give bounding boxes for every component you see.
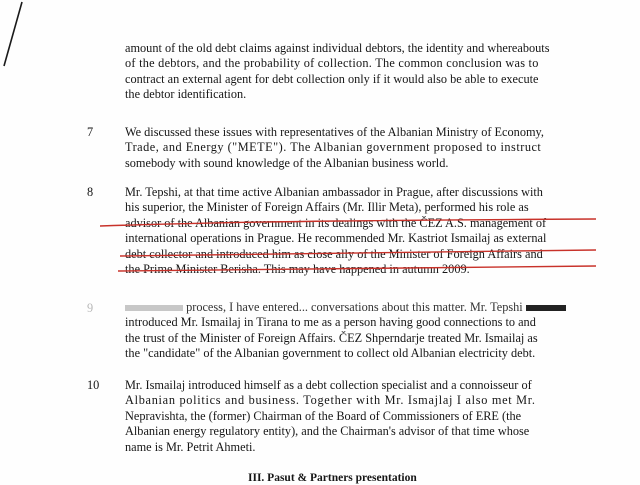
paragraph-line: the trust of the Minister of Foreign Affairs. ČEZ Shperndarje treated Mr. Ismailaj as [125, 330, 538, 345]
paragraph-line: somebody with sound knowledge of the Albanian business world. [125, 155, 449, 170]
section-heading: III. Pasut & Partners presentation [248, 472, 417, 484]
redaction-mark [526, 305, 566, 311]
paragraph-line: Albanian politics and business. Together with Mr. Ismajlaj I also met Mr. [125, 393, 536, 408]
paragraph-line: his superior, the Minister of Foreign Affairs (Mr. Illir Meta), performed his role as [125, 200, 529, 215]
paragraph-9 [125, 300, 590, 362]
paragraph-line: Albanian energy regulatory entity), and the Chairman's advisor of that time whose [125, 424, 530, 439]
paragraph-line: the Prime Minister Berisha. This may have happened in autumn 2009. [125, 262, 470, 277]
paragraph-line: Trade, and Energy ("METE"). The Albanian government proposed to instruct [125, 140, 542, 155]
paragraph-continued [125, 41, 590, 103]
obscured-text: process, I have entered... conversations about this matter. Mr. Tepshi [186, 300, 523, 314]
paragraph-line: Nepravishta, the (former) Chairman of the Board of Commissioners of ERE (the [125, 408, 522, 423]
paragraph-line: the debtor identification. [125, 87, 247, 102]
paragraph-line: international operations in Prague. He recommended Mr. Kastriot Ismailaj as external [125, 231, 547, 246]
paragraph-line: introduced Mr. Ismailaj in Tirana to me as a person having good connections to and [125, 315, 536, 330]
paragraph-number: 10 [87, 378, 100, 392]
paragraph-line [125, 300, 590, 315]
paragraph-number: 9 [87, 301, 94, 315]
paragraph-line: debt collector and introduced him as close ally of the Minister of Foreign Affairs and [125, 246, 543, 261]
paragraph-7 [125, 125, 590, 171]
paragraph-number: 8 [87, 185, 94, 199]
paragraph-8 [125, 185, 590, 277]
paragraph-number: 7 [87, 125, 94, 139]
paragraph-line: of the debtors, and the probability of collection. The common conclusion was to [125, 56, 539, 71]
paragraph-line: advisor of the Albanian government in its dealings with the ČEZ A.S. management of [125, 215, 547, 230]
paragraph-line: We discussed these issues with representatives of the Albanian Ministry of Economy, [125, 125, 544, 139]
paragraph-10 [125, 378, 590, 455]
paragraph-line: Mr. Ismailaj introduced himself as a debt collection specialist and a connoisseur of [125, 378, 532, 392]
paragraph-line: amount of the old debt claims against individual debtors, the identity and whereabouts [125, 41, 550, 55]
paragraph-line: the "candidate" of the Albanian government to collect old Albanian electricity debt. [125, 346, 536, 361]
paragraph-line: contract an external agent for debt collection only if it would also be able to execute [125, 71, 539, 86]
paragraph-line: name is Mr. Petrit Ahmeti. [125, 439, 256, 454]
paragraph-line: Mr. Tepshi, at that time active Albanian ambassador in Prague, after discussions with [125, 185, 543, 199]
redaction-mark [125, 305, 183, 311]
